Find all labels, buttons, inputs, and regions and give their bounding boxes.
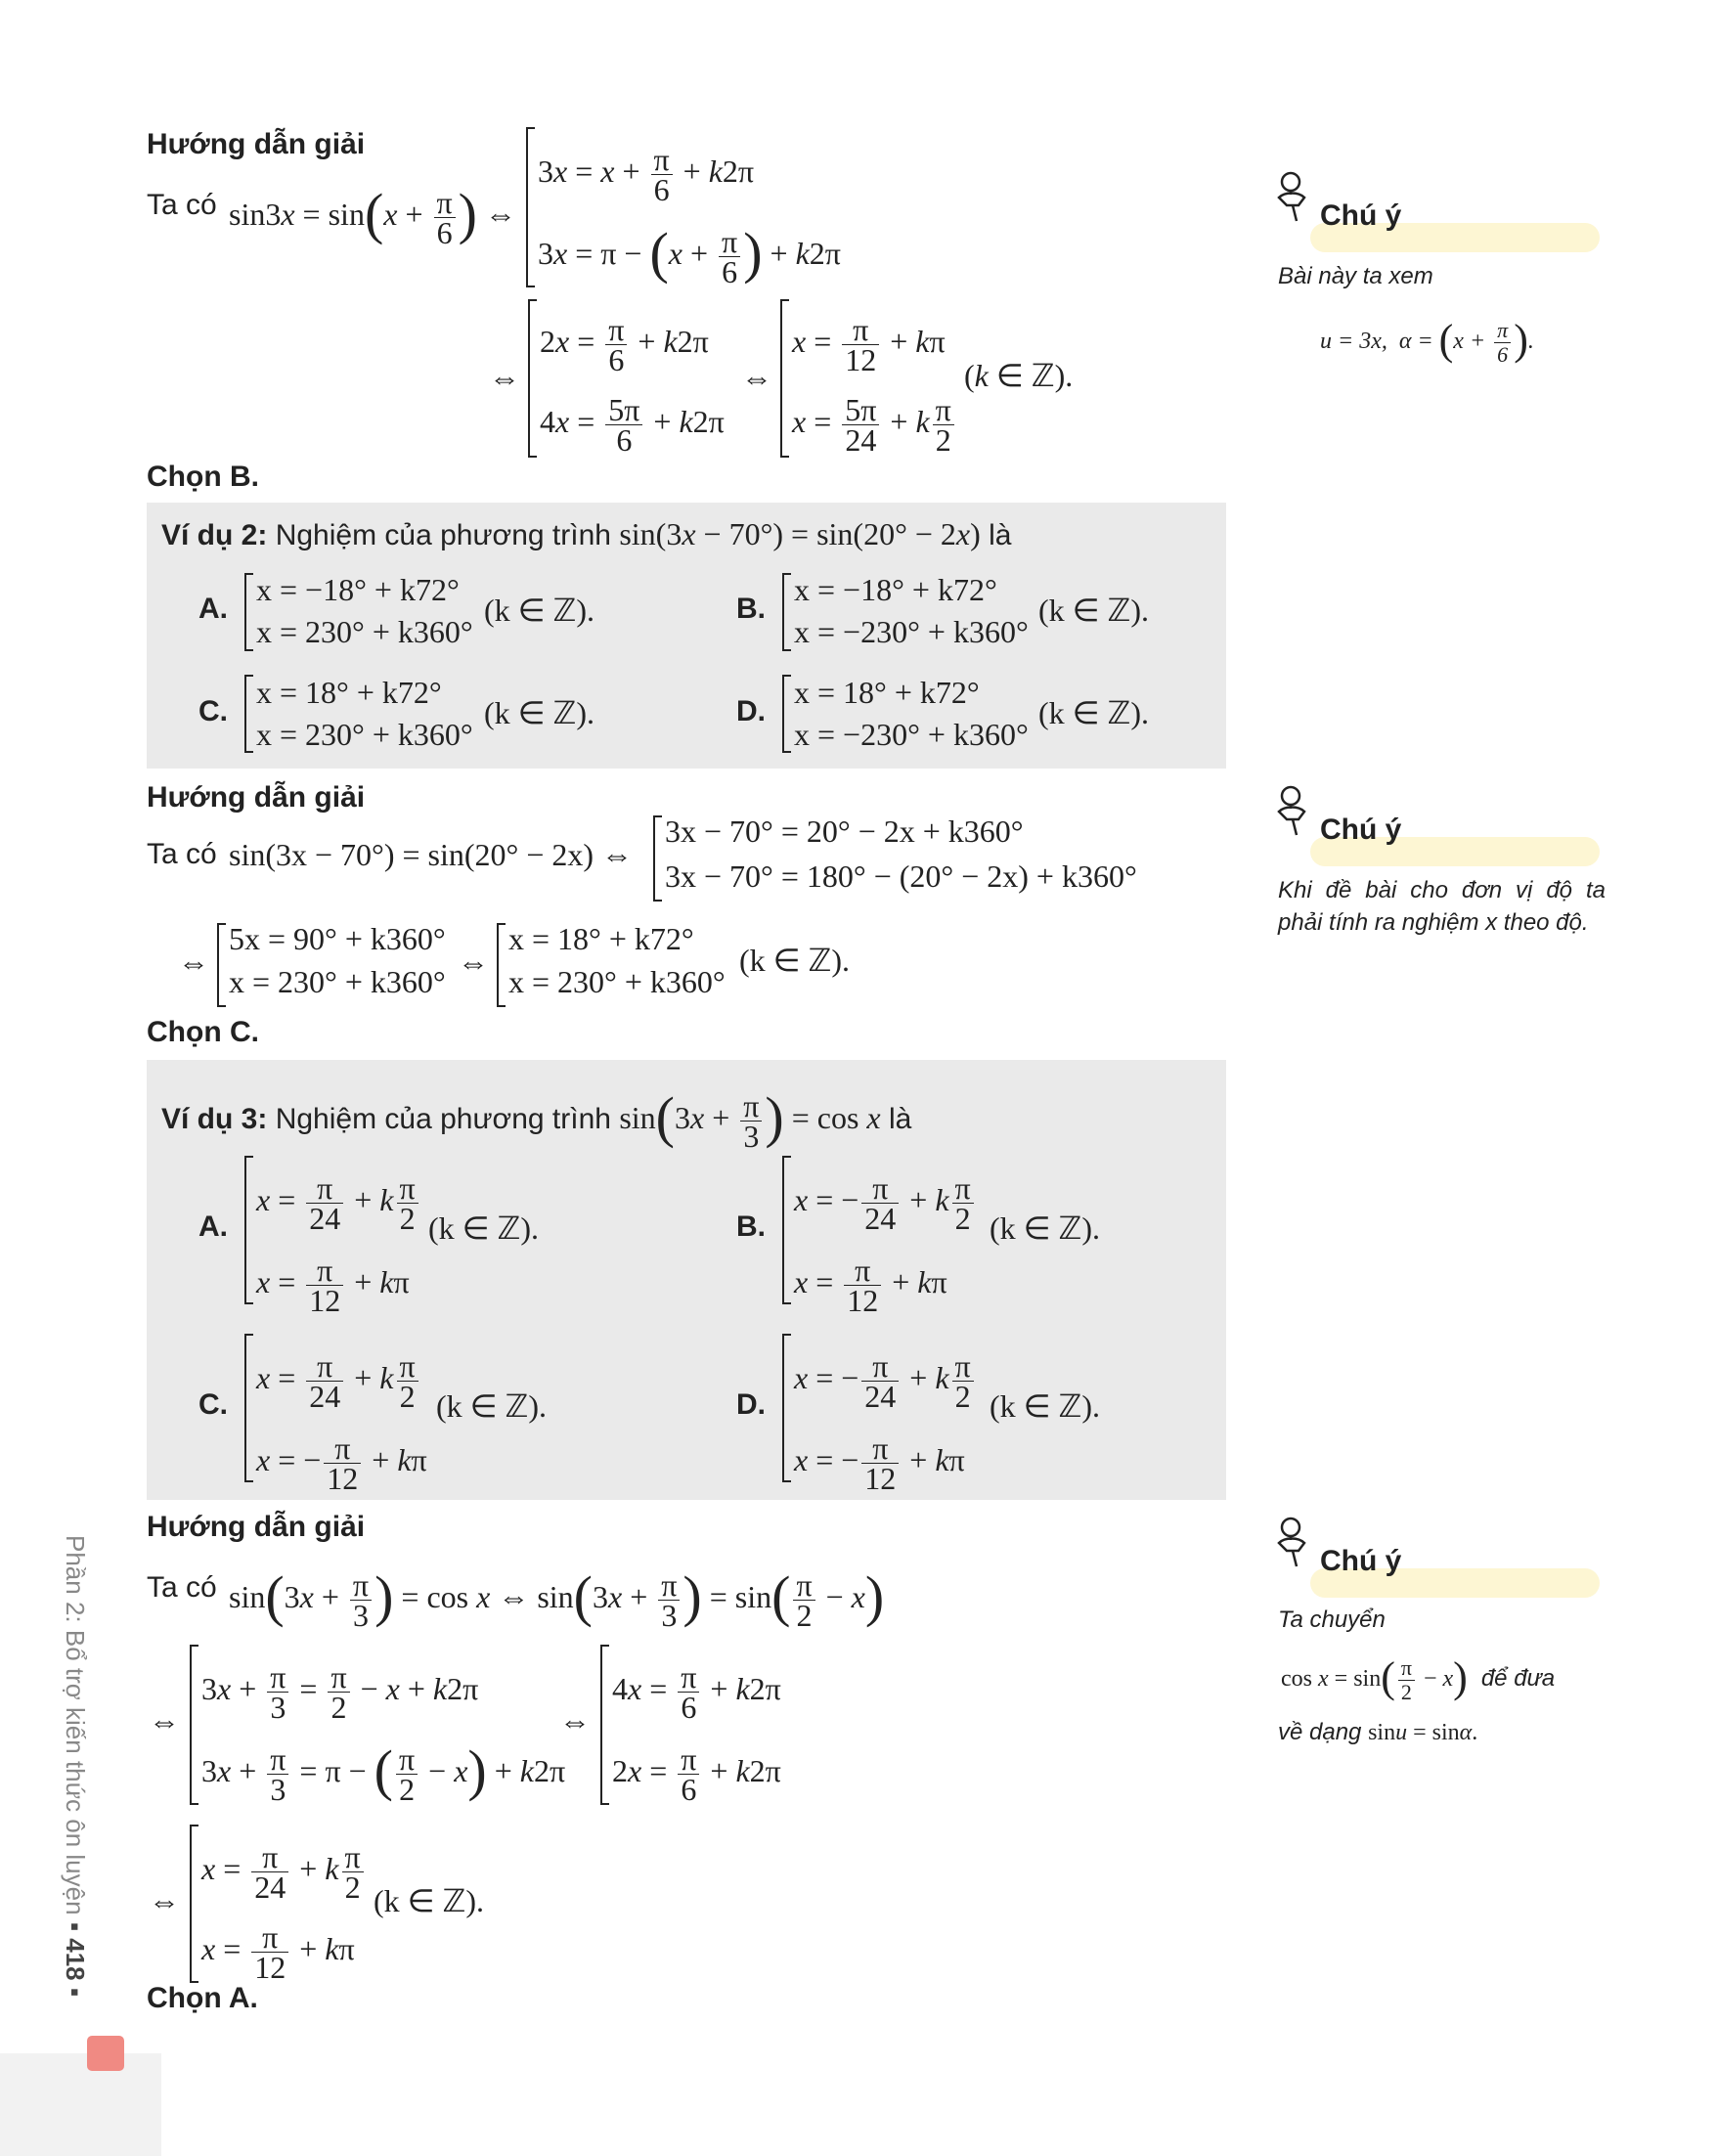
- ex3-option-b-line2: x = $\frac{\pi}{12}$ + kπ: [794, 1253, 947, 1318]
- page-corner-panel: [0, 2053, 161, 2156]
- sidebar-section-title: Phần 2: Bổ trợ kiến thức ôn luyện: [61, 1535, 90, 1915]
- sol3-case-4: 2x = $\frac{\pi}{6}$ + k2π: [612, 1741, 781, 1807]
- ex3-option-c-line1: x = $\frac{\pi}{24}$ + k $\frac{\pi}{2}$: [256, 1351, 421, 1411]
- note-1-text: Bài này ta xem: [1278, 263, 1433, 289]
- ex2-option-b-letter[interactable]: B.: [736, 593, 766, 625]
- note-1-formula: u = 3x, α = (x + $\frac{\pi}{6}$ ).: [1320, 316, 1534, 367]
- ex3-option-d-k: (k ∈ ℤ).: [990, 1388, 1101, 1424]
- ex2-option-d-line1: x = 18° + k72°: [794, 675, 980, 710]
- note-3-line1: Ta chuyển: [1278, 1606, 1386, 1633]
- ex2-option-d-k: (k ∈ ℤ).: [1038, 695, 1150, 730]
- ex2-option-a-letter[interactable]: A.: [198, 593, 228, 625]
- ex2-option-b-k: (k ∈ ℤ).: [1038, 593, 1150, 628]
- sol3-intro: Ta có: [147, 1571, 217, 1604]
- pushpin-icon: [1271, 1514, 1318, 1574]
- ex2-option-a-line2: x = 230° + k360°: [256, 614, 473, 649]
- sol2-intro: Ta có: [147, 838, 217, 870]
- sol2-case-1: 3x − 70° = 20° − 2x + k360°: [665, 814, 1024, 849]
- note-2-title: Chú ý: [1320, 814, 1402, 846]
- ex3-option-d-letter[interactable]: D.: [736, 1388, 766, 1421]
- ex3-option-d-line1: x = − $\frac{\pi}{24}$ + k $\frac{\pi}{2}$: [794, 1351, 977, 1411]
- sol1-case-2: 3x = π − (x + $\frac{\pi}{6}$ ) + k2π: [538, 220, 841, 289]
- sol2-eq: sin(3x − 70°) = sin(20° − 2x) ⇔: [229, 837, 634, 872]
- page-number: 418: [61, 1938, 90, 1981]
- sol1-intro: Ta có: [147, 189, 217, 221]
- sol2-case-6: x = 230° + k360°: [508, 964, 726, 999]
- ex3-option-c-line2: x = − $\frac{\pi}{12}$ + kπ: [256, 1430, 427, 1496]
- note-3-line3-row: về dạng sinu = sinα.: [1278, 1719, 1478, 1745]
- sol3-case-1: 3x + $\frac{\pi}{3}$ = $\frac{\pi}{2}$ − x + k2π: [201, 1659, 479, 1725]
- page-marker: [87, 2036, 124, 2071]
- ex2-option-d-letter[interactable]: D.: [736, 695, 766, 727]
- ex3-option-c-k: (k ∈ ℤ).: [436, 1388, 548, 1424]
- sol3-case-3: 4x = $\frac{\pi}{6}$ + k2π: [612, 1659, 781, 1725]
- sol1-case-6: x = $\frac{5\pi}{24}$ + k $\frac{\pi}{2}$: [792, 395, 957, 455]
- ex2-option-c-line2: x = 230° + k360°: [256, 717, 473, 752]
- ex2-option-c-line1: x = 18° + k72°: [256, 675, 442, 710]
- sol2-case-5: x = 18° + k72°: [508, 921, 694, 956]
- ex3-option-b-letter[interactable]: B.: [736, 1210, 766, 1243]
- ex3-option-b-k: (k ∈ ℤ).: [990, 1210, 1101, 1246]
- sol1-case-5: x = $\frac{\pi}{12}$ + kπ: [792, 312, 946, 377]
- sol1-answer: Chọn B.: [147, 461, 259, 493]
- ex3-option-c-letter[interactable]: C.: [198, 1388, 228, 1421]
- ex2-option-d-line2: x = −230° + k360°: [794, 717, 1029, 752]
- sol3-case-6: x = $\frac{\pi}{12}$ + kπ: [201, 1919, 355, 1985]
- ex2-option-b-line2: x = −230° + k360°: [794, 614, 1029, 649]
- ex2-option-a-line1: x = −18° + k72°: [256, 572, 460, 607]
- ex3-option-a-k: (k ∈ ℤ).: [428, 1210, 540, 1246]
- ex3-option-b-line1: x = − $\frac{\pi}{24}$ + k $\frac{\pi}{2}$: [794, 1173, 977, 1233]
- ex3-option-a-line1: x = $\frac{\pi}{24}$ + k $\frac{\pi}{2}$: [256, 1173, 421, 1233]
- guide-heading-3: Hướng dẫn giải: [147, 1511, 366, 1543]
- sol2-case-3: 5x = 90° + k360°: [229, 921, 446, 956]
- ex2-option-a-k: (k ∈ ℤ).: [484, 593, 595, 628]
- ex3-option-a-letter[interactable]: A.: [198, 1210, 228, 1243]
- sol2-case-2: 3x − 70° = 180° − (20° − 2x) + k360°: [665, 858, 1137, 894]
- ex2-option-c-k: (k ∈ ℤ).: [484, 695, 595, 730]
- vertical-sidebar: Phần 2: Bổ trợ kiến thức ôn luyện ▪ 418 ▪: [61, 1535, 90, 1998]
- guide-heading-2: Hướng dẫn giải: [147, 781, 366, 814]
- sol2-case-4: x = 230° + k360°: [229, 964, 446, 999]
- sol3-case-5: x = $\frac{\pi}{24}$ + k $\frac{\pi}{2}$: [201, 1842, 367, 1902]
- note-3-line2: để đưa: [1480, 1665, 1556, 1692]
- sol3-k: (k ∈ ℤ).: [374, 1883, 485, 1918]
- note-1-title: Chú ý: [1320, 199, 1402, 232]
- sol3-eq: sin(3x + $\frac{\pi}{3}$ ) = cos x ⇔ sin(3x + $\frac{\pi}{3}$ ) = sin( $\frac{\pi}{2}$ − x): [229, 1563, 885, 1633]
- sol1-case-4: 4x = $\frac{5\pi}{6}$ + k2π: [540, 392, 725, 458]
- note-2-text: Khi đề bài cho đơn vị độ ta phải tính ra nghiệm x theo độ.: [1278, 877, 1606, 936]
- pushpin-icon: [1271, 168, 1318, 229]
- sol2-answer: Chọn C.: [147, 1016, 259, 1048]
- guide-heading-1: Hướng dẫn giải: [147, 128, 366, 160]
- note-3-formula: cos x = sin( $\frac{\pi}{2}$ − x) để đưa: [1281, 1653, 1556, 1704]
- ex2-option-b-line1: x = −18° + k72°: [794, 572, 997, 607]
- sol3-answer: Chọn A.: [147, 1982, 258, 2014]
- sol1-case-3: 2x = $\frac{\pi}{6}$ + k2π: [540, 312, 709, 377]
- sol2-k: (k ∈ ℤ).: [739, 943, 851, 978]
- ex2-question: Ví dụ 2: Nghiệm của phương trình sin(3x − 70°) = sin(20° − 2x) là: [161, 516, 1012, 551]
- sol1-case-1: 3x = x + $\frac{\pi}{6}$ + k2π: [538, 142, 755, 207]
- sol1-eq: sin3x = sin(x + $\frac{\pi}{6}$ ) ⇔: [229, 181, 516, 250]
- note-3-line3: về dạng: [1278, 1719, 1362, 1745]
- ex3-option-a-line2: x = $\frac{\pi}{12}$ + kπ: [256, 1253, 410, 1318]
- ex3-question: Ví dụ 3: Nghiệm của phương trình sin(3x + $\frac{\pi}{3}$ ) = cos x là: [161, 1084, 912, 1154]
- pushpin-icon: [1271, 782, 1318, 843]
- sol1-k: (k ∈ ℤ).: [964, 358, 1074, 393]
- ex2-option-c-letter[interactable]: C.: [198, 695, 228, 727]
- sol3-case-2: 3x + $\frac{\pi}{3}$ = π − ( $\frac{\pi}{2}$ − x) + k2π: [201, 1738, 566, 1807]
- note-3-title: Chú ý: [1320, 1545, 1402, 1577]
- ex3-option-d-line2: x = − $\frac{\pi}{12}$ + kπ: [794, 1430, 965, 1496]
